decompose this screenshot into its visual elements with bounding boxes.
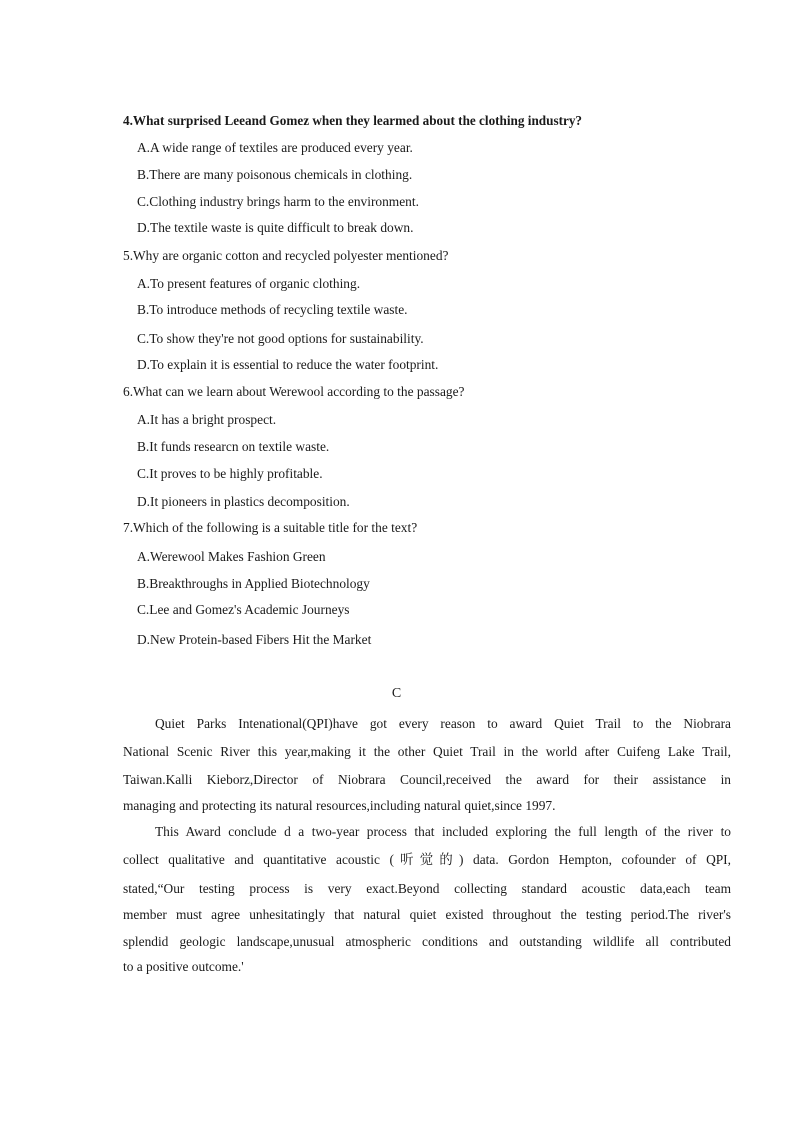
question-7-option-a: A.Werewool Makes Fashion Green <box>137 549 326 564</box>
paragraph-1-line: Taiwan.Kalli Kieborz,Director of Niobrara Council,received the award for their assistance in <box>123 772 731 787</box>
question-5-option-c: C.To show they're not good options for sustainability. <box>137 331 424 346</box>
paragraph-2-line: stated,“Our testing process is very exact.Beyond collecting standard acoustic data,each team <box>123 881 731 896</box>
question-6-stem: 6.What can we learn about Werewool according to the passage? <box>123 384 465 399</box>
question-7-option-c: C.Lee and Gomez's Academic Journeys <box>137 602 350 617</box>
paragraph-2-line: member must agree unhesitatingly that natural quiet existed throughout the testing period.The river's <box>123 907 731 922</box>
question-7-stem: 7.Which of the following is a suitable title for the text? <box>123 520 418 535</box>
paragraph-2-line: to a positive outcome.' <box>123 959 244 974</box>
question-4-option-c: C.Clothing industry brings harm to the environment. <box>137 194 419 209</box>
paragraph-1-line: National Scenic River this year,making it the other Quiet Trail in the world after Cuifeng Lake Trail, <box>123 744 731 759</box>
question-6-option-c: C.It proves to be highly profitable. <box>137 466 323 481</box>
question-6-option-a: A.It has a bright prospect. <box>137 412 277 427</box>
question-4-option-d: D.The textile waste is quite difficult to break down. <box>137 220 414 235</box>
question-5-option-d: D.To explain it is essential to reduce the water footprint. <box>137 357 439 372</box>
question-6-option-b: B.It funds researcn on textile waste. <box>137 439 330 454</box>
question-4-stem: 4.What surprised Leeand Gomez when they learmed about the clothing industry? <box>123 113 583 128</box>
question-4-option-b: B.There are many poisonous chemicals in clothing. <box>137 167 413 182</box>
question-5-option-a: A.To present features of organic clothing. <box>137 276 361 291</box>
paragraph-1-line: managing and protecting its natural resources,including natural quiet,since 1997. <box>123 798 556 813</box>
question-7-option-d: D.New Protein-based Fibers Hit the Market <box>137 632 372 647</box>
paragraph-2-line: splendid geologic landscape,unusual atmospheric conditions and outstanding wildlife all contributed <box>123 934 731 949</box>
paragraph-2-line: This Award conclude d a two-year process that included exploring the full length of the river to <box>155 824 731 839</box>
question-5-option-b: B.To introduce methods of recycling textile waste. <box>137 302 408 317</box>
question-7-option-b: B.Breakthroughs in Applied Biotechnology <box>137 576 370 591</box>
question-5-stem: 5.Why are organic cotton and recycled polyester mentioned? <box>123 248 449 263</box>
paragraph-2-line: collect qualitative and quantitative acoustic (听觉的) data. Gordon Hempton, cofounder of QPI, <box>123 852 731 867</box>
section-c-title: C <box>391 686 402 701</box>
question-6-option-d: D.It pioneers in plastics decomposition. <box>137 494 350 509</box>
paragraph-1-line: Quiet Parks Intenational(QPI)have got every reason to award Quiet Trail to the Niobrara <box>155 716 731 731</box>
question-4-option-a: A.A wide range of textiles are produced every year. <box>137 140 413 155</box>
